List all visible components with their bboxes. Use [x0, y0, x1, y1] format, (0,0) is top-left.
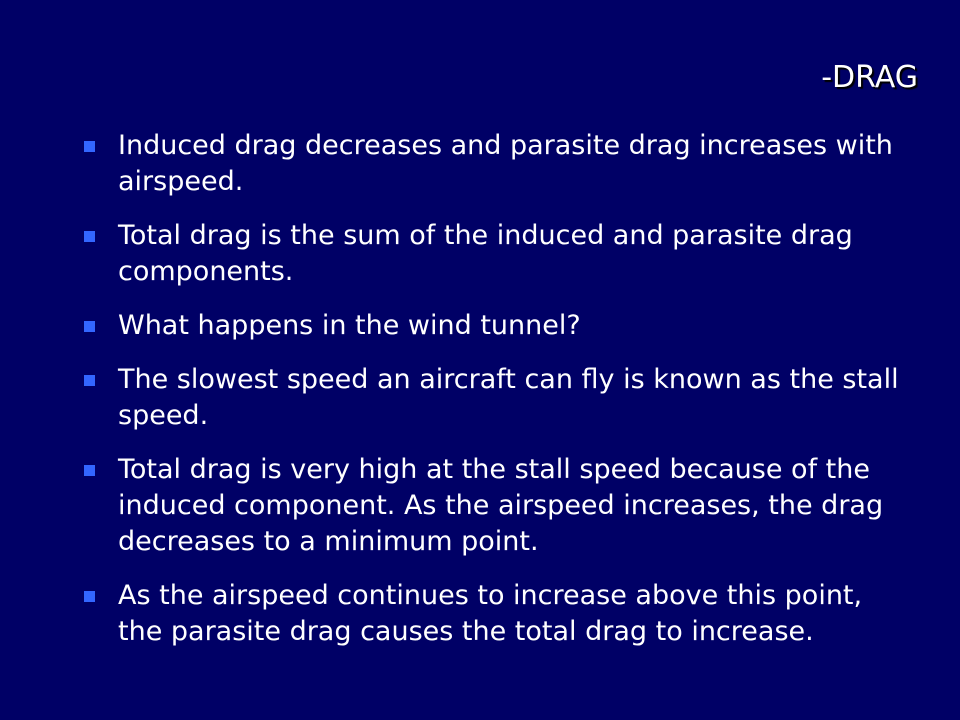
bullet-item [84, 578, 904, 650]
bullet-text: The slowest speed an aircraft can fly is known as the stall speed. [118, 364, 899, 431]
bullet-text: Induced drag decreases and parasite drag increases with airspeed. [118, 130, 893, 197]
bullet-text: Total drag is very high at the stall speed because of the induced component. As the airspeed increases, the drag decreases to a minimum point. [118, 454, 884, 557]
bullet-item [84, 308, 904, 344]
bullet-item [84, 128, 904, 200]
square-bullet-icon [84, 231, 95, 242]
bullet-text: Total drag is the sum of the induced and parasite drag components. [118, 220, 853, 287]
bullet-item [84, 218, 904, 290]
bullet-text: What happens in the wind tunnel? [118, 310, 581, 341]
slide-title: -DRAG [821, 60, 918, 95]
bullet-item [84, 362, 904, 434]
square-bullet-icon [84, 465, 95, 476]
bullet-text: As the airspeed continues to increase above this point, the parasite drag causes the total drag to increase. [118, 580, 863, 647]
square-bullet-icon [84, 591, 95, 602]
square-bullet-icon [84, 141, 95, 152]
square-bullet-icon [84, 321, 95, 332]
bullet-list [84, 128, 904, 668]
square-bullet-icon [84, 375, 95, 386]
bullet-item [84, 452, 904, 560]
